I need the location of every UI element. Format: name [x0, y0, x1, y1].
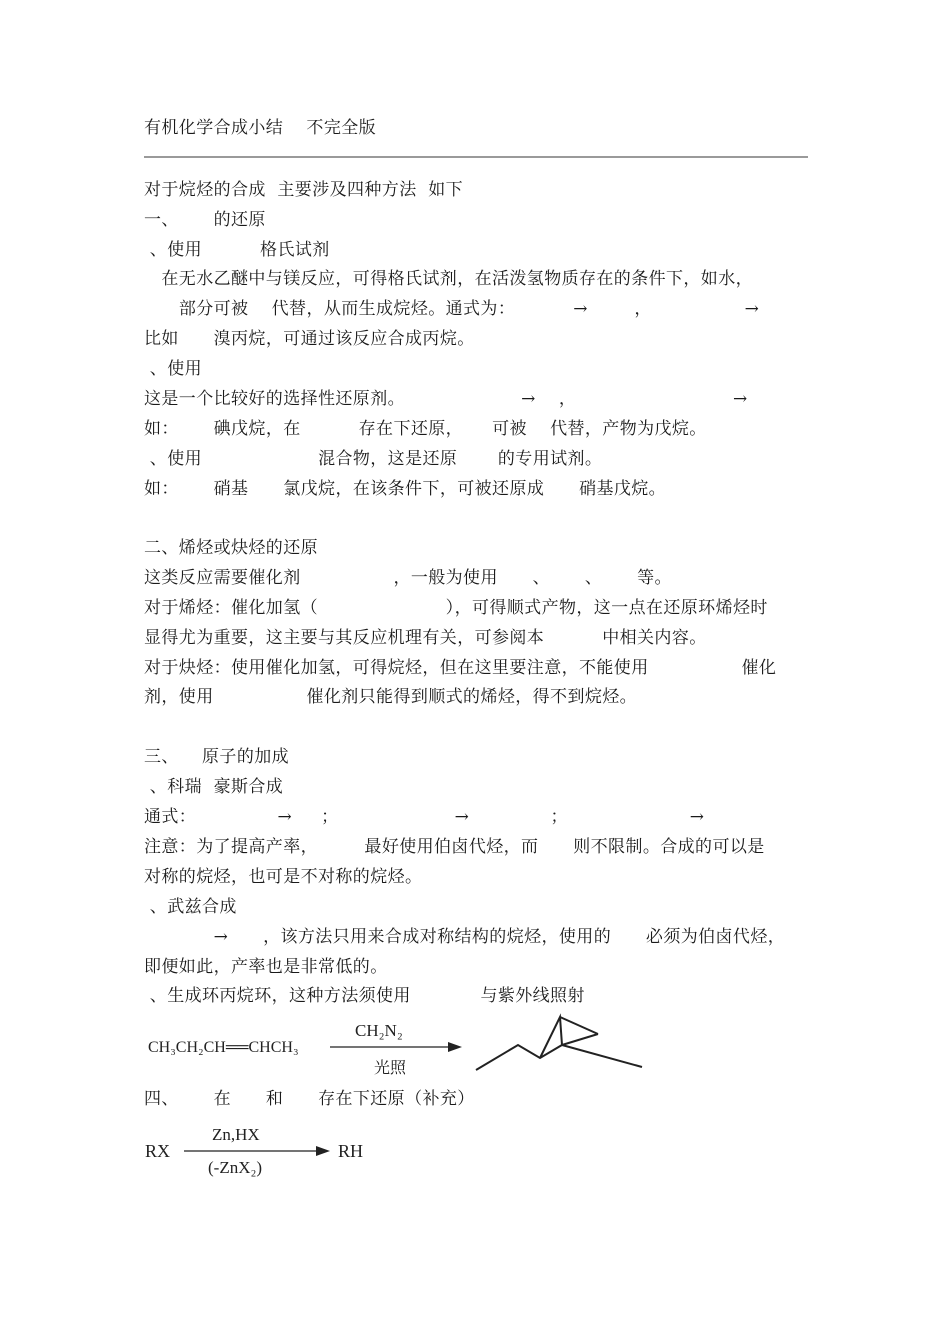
document-title: 有机化学合成小结 不完全版 — [144, 118, 377, 138]
section-2-heading: 二、烯烃或炔烃的还原 — [144, 538, 318, 558]
zinc-reduction-scheme — [140, 1120, 380, 1188]
subsection-1-3: 、使用 混合物，这是还原 的专用试剂。 — [144, 449, 603, 469]
paragraph-line: 通式： → ； → ； → — [144, 807, 705, 827]
scheme2-reactant: RX — [145, 1141, 171, 1161]
paragraph-line: 对于炔烃：使用催化加氢，可得烷烃，但在这里要注意，不能使用 催化 — [144, 658, 777, 678]
scheme1-reactant: CH₃CH₂CH══CHCH₃ — [148, 1039, 299, 1056]
section-4-heading: 四、 在 和 存在下还原（补充） — [144, 1089, 475, 1109]
paragraph-line: 对称的烷烃，也可是不对称的烷烃。 — [144, 867, 423, 887]
paragraph-line: 对于烯烃：催化加氢（ ），可得顺式产物，这一点在还原环烯烃时 — [144, 598, 768, 618]
paragraph-line: 如： 碘戊烷，在 存在下还原， 可被 代替，产物为戊烷。 — [144, 419, 707, 439]
paragraph-line: 注意：为了提高产率， 最好使用伯卤代烃，而 则不限制。合成的可以是 — [144, 837, 765, 857]
scheme2-condition: (-ZnX₂) — [208, 1158, 263, 1177]
section-3-heading: 三、 原子的加成 — [144, 747, 290, 767]
subsection-3-2: 、武兹合成 — [144, 897, 237, 917]
paragraph-line: 如： 硝基 氯戊烷，在该条件下，可被还原成 硝基戊烷。 — [144, 479, 667, 499]
cyclopropane-structure — [476, 1045, 642, 1070]
section-1-heading: 一、 的还原 — [144, 210, 266, 230]
subsection-3-3: 、生成环丙烷环，这种方法须使用 与紫外线照射 — [144, 986, 585, 1006]
subsection-1-2: 、使用 — [144, 359, 203, 379]
intro-line: 对于烷烃的合成 主要涉及四种方法 如下 — [144, 180, 464, 200]
subsection-3-1: 、科瑞 豪斯合成 — [144, 777, 284, 797]
arrow-head-icon — [316, 1146, 330, 1156]
paragraph-line: 剂，使用 催化剂只能得到顺式的烯烃，得不到烷烃。 — [144, 687, 638, 707]
scheme2-product: RH — [338, 1141, 364, 1161]
title-divider — [144, 156, 808, 158]
paragraph-line: 即便如此，产率也是非常低的。 — [144, 957, 388, 977]
paragraph-line: 这类反应需要催化剂 ，一般为使用 、 、 等。 — [144, 568, 672, 588]
arrow-head-icon — [448, 1042, 462, 1052]
scheme1-condition: 光照 — [374, 1060, 407, 1077]
paragraph-line: 比如 溴丙烷，可通过该反应合成丙烷。 — [144, 329, 475, 349]
cyclopropanation-scheme — [140, 1012, 660, 1084]
paragraph-line: → ，该方法只用来合成对称结构的烷烃，使用的 必须为伯卤代烃， — [144, 927, 786, 947]
paragraph-line: 部分可被 代替，从而生成烷烃。通式为： → ， → — [144, 299, 760, 319]
paragraph-line: 显得尤为重要，这主要与其反应机理有关，可参阅本 中相关内容。 — [144, 628, 707, 648]
scheme2-reagent: Zn,HX — [212, 1125, 260, 1144]
subsection-1-1: 、使用 格氏试剂 — [144, 240, 330, 260]
paragraph-line: 这是一个比较好的选择性还原剂。 → ， → — [144, 389, 748, 409]
scheme1-reagent: CH₂N₂ — [355, 1021, 403, 1040]
paragraph-line: 在无水乙醚中与镁反应，可得格氏试剂，在活泼氢物质存在的条件下，如水， — [144, 269, 754, 289]
